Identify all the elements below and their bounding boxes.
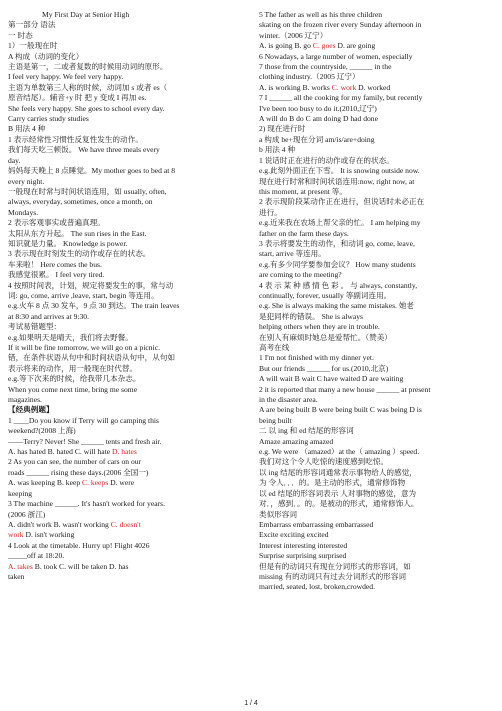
right-line: b 用法 4 种 <box>259 145 296 155</box>
right-line: e.g.此刻外面正在下雪。 It is snowing outside now. <box>259 166 420 176</box>
right-line: e.g.近来我在农场上帮父亲的忙。 I am helping my <box>259 218 421 228</box>
left-line: 1 ____Do you know if Terry will go camping this <box>8 415 159 425</box>
right-line: clothing industry.（2005 辽宁） <box>259 72 360 82</box>
right-line: A. is going B. go C. goes D. are going <box>259 41 376 51</box>
left-line: 词: go, come, arrive ,leave, start, begin 等连用。 <box>8 290 159 300</box>
right-line: father on the farm these days. <box>259 228 349 238</box>
left-line: 妈妈每天晚上 8 点睡觉。My mother goes to bed at 8 <box>8 166 176 176</box>
left-line: A. has hated B. hated C. will hate D. hates <box>8 447 137 457</box>
answer-highlight: C. doesn't <box>110 519 141 529</box>
right-line: a 构成 be+现在分词 am/is/are+doing <box>259 134 375 144</box>
left-line: _____off at 18:20. <box>8 551 65 561</box>
right-line: 高考在线 <box>259 343 290 352</box>
right-line: Interest interesting interested <box>259 540 348 550</box>
right-line: Excite exciting excited <box>259 530 329 540</box>
right-line: 以 ing 结尾的形容词通常表示事物给人的感觉， <box>259 467 417 477</box>
right-line: 但是有的动词只有现在分词形式的形容词，如 <box>259 561 411 571</box>
left-line: 2 As you can see, the number of cars on our <box>8 457 142 467</box>
right-line: 6 Nowadays, a large number of women, especially <box>259 51 413 61</box>
right-line: continually, forever, usually 等副词连用。 <box>259 290 392 300</box>
right-line: winter.（2006 辽宁） <box>259 30 328 40</box>
left-line: 【经典例题】 <box>8 405 54 415</box>
left-line: When you come next time, bring me some <box>8 384 138 394</box>
right-line: married, seated, lost, broken,crowded. <box>259 582 375 592</box>
right-line: 1 I'm not finished with my dinner yet. <box>259 353 374 363</box>
left-line: 我们每天吃三顿饭。 We have three meals every <box>8 145 160 155</box>
right-line: 2 表示现阶段某动作正在进行，但说话时未必正在 <box>259 197 425 207</box>
left-line: every night. <box>8 176 45 186</box>
right-line: 为 令人．．．的。是主动的形式，通常修饰物 <box>259 478 406 488</box>
left-line: My First Day at Senior High <box>42 10 130 19</box>
right-column <box>259 10 499 593</box>
answer-highlight: A. takes <box>8 561 33 571</box>
left-line: day. <box>8 155 21 165</box>
left-line: 3 The machine ______. It's hasn't worked for years. <box>8 499 165 509</box>
left-line: 我感觉很累。 I feel very tired. <box>8 270 105 280</box>
left-line: ——Terry? Never! She ______ tents and fresh air. <box>8 436 162 446</box>
left-line: e.g.等下次来的时候，给我带几本杂志。 <box>8 374 141 384</box>
right-line: 1 说话时正在进行的动作或存在的状态。 <box>259 155 394 165</box>
left-line: 主语是第一，二或者复数的时候用动词的原形。 <box>8 62 168 72</box>
right-line: 对．，感到．。的。是被动的形式，通常修饰人。 <box>259 499 419 509</box>
left-line: I feel very happy. We feel very happy. <box>8 72 124 82</box>
left-line: 1）一般现在时 <box>8 41 58 51</box>
left-line: 太阳从东方升起。 The sun rises in the East. <box>8 228 147 238</box>
left-line: e.g.火车 8 点 30 发车，9 点 30 到达。The train leaves <box>8 301 180 311</box>
left-line: always, everyday, sometimes, once a month, on <box>8 197 153 207</box>
right-line: e.g. She is always making the same mistakes. 她老 <box>259 301 415 311</box>
right-line: start, arrive 等连用。 <box>259 249 326 259</box>
right-line: this moment, at present 等。 <box>259 186 347 196</box>
right-line: But our friends ______ for us.(2010,北京) <box>259 363 389 373</box>
left-line: A. takes B. took C. will be taken D. has <box>8 561 129 571</box>
right-line: 5 The father as well as his three children <box>259 10 383 19</box>
right-line: 在别人有麻烦时她总是爱帮忙。（赞美） <box>259 332 392 342</box>
right-line: helping others when they are in trouble. <box>259 322 380 332</box>
left-line: Mondays. <box>8 207 39 217</box>
right-line: Embarrass embarrassing embarrassed <box>259 519 374 529</box>
right-line: missing 有的动词只有过去分词形式的形容词 <box>259 571 407 581</box>
right-line: 7 those from the countryside, ______ in the <box>259 62 392 72</box>
left-line: A. was keeping B. keep C. keeps D. were <box>8 478 135 488</box>
left-line: 表示将来的动作，用一般现在时代替。 <box>8 363 138 373</box>
right-line: Surprise surprising surprised <box>259 551 347 561</box>
right-line: 3 表示将要发生的动作，和动词 go, come, leave, <box>259 238 415 248</box>
left-line: 1 表示经常性习惯性反复性发生的动作。 <box>8 134 143 144</box>
right-line: being built <box>259 415 292 425</box>
left-line: 知识就是力量。 Knowledge is power. <box>8 238 128 248</box>
right-line: 类似形容词 <box>259 509 297 519</box>
right-line: Amaze amazing amazed <box>259 436 334 446</box>
right-line: 以 ed 结尾的形容词表示 人对事物的感觉，意为 <box>259 488 417 498</box>
right-line: skating on the frozen river every Sunday afternoon in <box>259 20 422 30</box>
left-line: taken <box>8 571 25 581</box>
right-line: e.g. We were （amazed）at the（ amazing ）speed. <box>259 447 420 457</box>
left-line: 原音结尾）。辅音+y 时 把 y 变成 I 再加 es. <box>8 93 147 103</box>
left-line: keeping <box>8 488 33 498</box>
right-line: 我们对这个令人吃惊的速度感到吃惊。 <box>259 457 389 467</box>
answer-highlight: work <box>8 530 24 540</box>
right-line: 现在进行时常和时间状语连用:now, right now, at <box>259 176 415 186</box>
left-line: B 用法 4 种 <box>8 124 46 134</box>
left-line: 车来啦！ Here comes the bus. <box>8 259 102 269</box>
right-line: A will wait B wait C have waited D are waiting <box>259 374 404 384</box>
right-line: 4 表 示 某 种 感 情 色 彩 。 与 always, constantly, <box>259 280 418 290</box>
left-line: 一般现在时常与时间状语连用，如 usually, often, <box>8 186 167 196</box>
left-line: 主语为单数第三人称的时候，动词加 s 或者 es（ <box>8 82 168 92</box>
right-line: e.g.有多少同学要参加会议？ How many students <box>259 259 416 269</box>
right-line: 是犯同样的错误。 She is always <box>259 311 363 321</box>
left-line: roads ______ rising these days.(2006 全国一) <box>8 467 149 477</box>
right-line: 进行。 <box>259 207 282 217</box>
left-line: Carry carries study studies <box>8 114 89 124</box>
right-line: are coming to the meeting? <box>259 270 342 280</box>
left-line: weekend?(2008 上海) <box>8 426 76 436</box>
left-line: If it will be fine tomorrow, we will go on a picnic. <box>8 343 160 352</box>
answer-highlight: C. keeps <box>82 478 109 488</box>
left-column <box>8 10 248 582</box>
left-line: 4 按照时间表，计划，规定将要发生的事，常与动 <box>8 280 174 290</box>
right-line: A. is working B. works C. work D. worked <box>259 82 391 92</box>
left-line: 考试易错题型： <box>8 322 62 332</box>
right-line: I've been too busy to do it.(2010,辽宁) <box>259 103 377 113</box>
answer-highlight: D. hates <box>111 447 137 457</box>
left-line: (2006 浙江) <box>8 509 46 519</box>
left-line: 第一部分 语法 <box>8 20 56 30</box>
left-line: at 8:30 and arrives at 9:30. <box>8 311 89 321</box>
page-number: 1 / 4 <box>244 700 258 707</box>
left-line: 一 时态 <box>8 30 33 40</box>
left-line: A. didn't work B. wasn't working C. doesn't <box>8 519 141 529</box>
right-line: A are being built B were being built C was being D is <box>259 405 422 415</box>
right-line: in the disaster area. <box>259 395 318 405</box>
left-line: magazines. <box>8 395 42 405</box>
answer-highlight: C. goes <box>312 41 336 51</box>
right-line: 二 以 ing 和 ed 结尾的形容词 <box>259 426 354 436</box>
right-line: 7 I ______ all the cooking for my family, but recently <box>259 93 423 103</box>
right-line: 2 it is reported that many a new house ______ at present <box>259 384 431 394</box>
left-line: She feels very happy. She goes to school every day. <box>8 103 165 113</box>
left-line: 2 表示客观事实或普遍真理。 <box>8 218 105 228</box>
left-line: work D. isn't working <box>8 530 75 540</box>
left-line: 4 Look at the timetable. Hurry up! Flight 4026 <box>8 540 150 550</box>
left-line: 错，在条件状语从句中和时间状语从句中，从句如 <box>8 353 176 363</box>
left-line: 3 表示现在时刻发生的动作或存在的状态。 <box>8 249 151 259</box>
left-line: e.g.如果明天是晴天，我们将去野餐。 <box>8 332 133 342</box>
left-line: A 构成（动词的变化） <box>8 51 84 61</box>
right-line: 2) 现在进行时 <box>259 124 306 134</box>
right-line: A will do B do C am doing D had done <box>259 114 378 124</box>
answer-highlight: C. work <box>331 82 357 92</box>
